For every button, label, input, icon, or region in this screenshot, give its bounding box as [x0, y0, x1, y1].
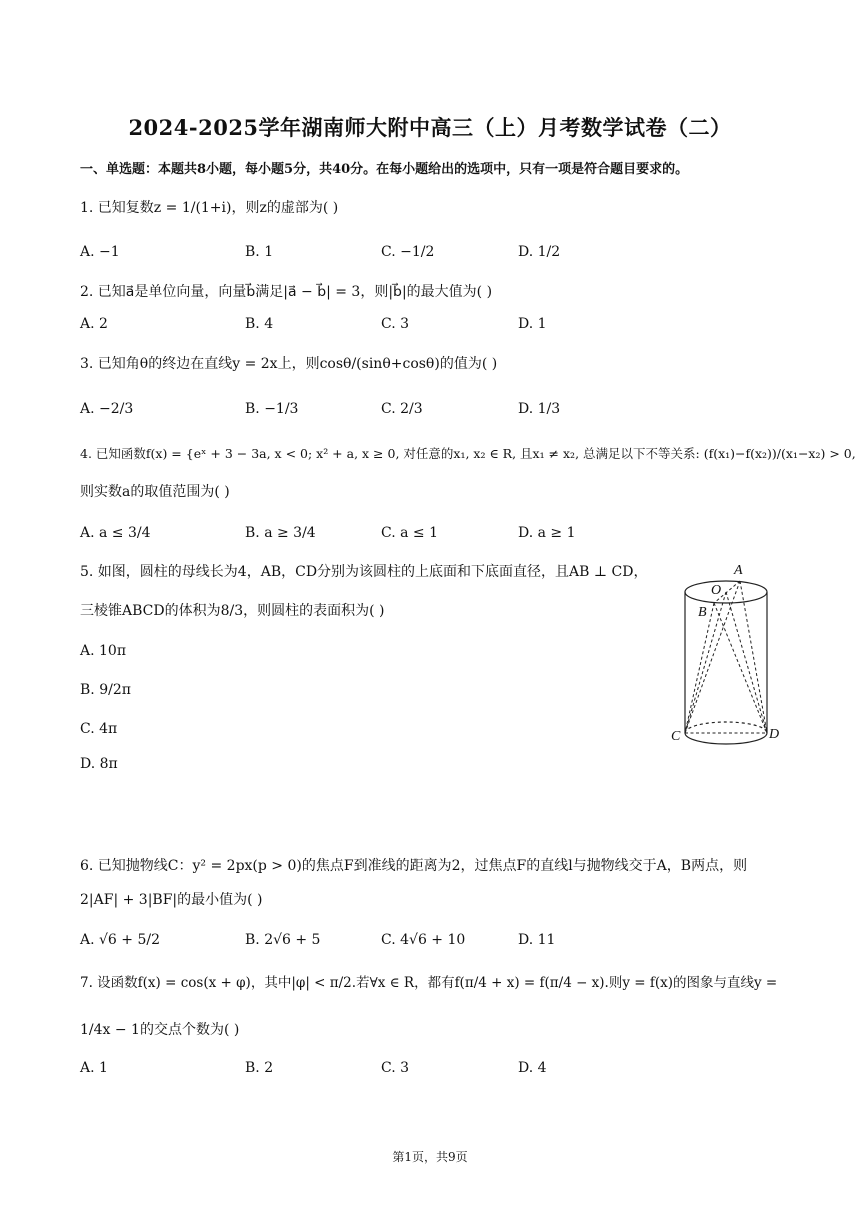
bottom-base-back-arc [685, 722, 767, 733]
exam-title: 2024-2025学年湖南师大附中高三（上）月考数学试卷（二） [128, 115, 732, 140]
question-7-stem-line-2: 1/4x − 1的交点个数为( ) [80, 1022, 240, 1038]
question-1-option-c: C. −1/2 [381, 244, 435, 260]
segment-od [726, 592, 767, 733]
segment-ad [740, 581, 767, 733]
question-3-option-c: C. 2/3 [381, 401, 423, 417]
question-4-option-b: B. a ≥ 3/4 [245, 525, 316, 541]
question-2-stem: 2. 已知a⃗是单位向量，向量b⃗满足|a⃗ − b⃗| = 3，则|b⃗|的最大值为( ) [80, 284, 493, 300]
question-6-option-b: B. 2√6 + 5 [245, 932, 321, 948]
question-3-option-d: D. 1/3 [518, 401, 561, 417]
question-6-stem-line-2: 2|AF| + 3|BF|的最小值为( ) [80, 892, 263, 908]
question-2-option-b: B. 4 [245, 316, 274, 332]
label-d: D [769, 727, 780, 742]
question-6-option-d: D. 11 [518, 932, 556, 948]
question-5-stem-line-1: 5. 如图，圆柱的母线长为4，AB，CD分别为该圆柱的上底面和下底面直径，且AB ⊥ CD， [80, 564, 648, 580]
question-2-option-c: C. 3 [381, 316, 410, 332]
question-4-option-a: A. a ≤ 3/4 [80, 525, 151, 541]
question-1-option-d: D. 1/2 [518, 244, 561, 260]
question-4-option-d: D. a ≥ 1 [518, 525, 576, 541]
question-1-option-b: B. 1 [245, 244, 274, 260]
question-3-option-a: A. −2/3 [80, 401, 134, 417]
question-5-option-a: A. 10π [80, 643, 127, 659]
question-4-stem-line-1: 4. 已知函数f(x) = {eˣ + 3 − 3a, x < 0; x² + a, x ≥ 0, 对任意的x₁, x₂ ∈ R, 且x₁ ≠ x₂, 总满足以下不等关系: (f(x₁)−f(x₂))/(x₁−x₂) > 0, [80, 446, 856, 461]
label-c: C [671, 729, 681, 744]
question-2-option-d: D. 1 [518, 316, 547, 332]
question-5-option-b: B. 9/2π [80, 682, 131, 698]
question-3-option-b: B. −1/3 [245, 401, 299, 417]
segment-bd [714, 603, 767, 733]
bottom-base-front-arc [685, 733, 767, 744]
segment-bc [685, 603, 714, 733]
label-b: B [698, 605, 707, 620]
question-7-option-c: C. 3 [381, 1060, 410, 1076]
question-7-stem-line-1: 7. 设函数f(x) = cos(x + φ)，其中|φ| < π/2.若∀x ∈ R，都有f(π/4 + x) = f(π/4 − x).则y = f(x)的图象与直线y = [80, 975, 778, 991]
question-7-option-d: D. 4 [518, 1060, 547, 1076]
segment-ac [685, 581, 740, 733]
question-4-option-c: C. a ≤ 1 [381, 525, 438, 541]
cylinder-figure [662, 556, 792, 756]
question-6-option-a: A. √6 + 5/2 [80, 932, 161, 948]
question-7-option-a: A. 1 [80, 1060, 108, 1076]
question-5-option-c: C. 4π [80, 721, 118, 737]
label-o: O [711, 583, 722, 598]
question-2-option-a: A. 2 [80, 316, 108, 332]
question-7-option-b: B. 2 [245, 1060, 274, 1076]
question-1-option-a: A. −1 [80, 244, 120, 260]
question-5-option-d: D. 8π [80, 756, 118, 772]
question-6-option-c: C. 4√6 + 10 [381, 932, 466, 948]
section-heading: 一、单选题：本题共8小题，每小题5分，共40分。在每小题给出的选项中，只有一项是符合题目要求的。 [80, 162, 689, 177]
page-footer: 第1页，共9页 [392, 1150, 468, 1164]
label-a: A [734, 563, 743, 578]
question-1-stem: 1. 已知复数z = 1/(1+i)，则z的虚部为( ) [80, 200, 339, 216]
question-3-stem: 3. 已知角θ的终边在直线y = 2x上，则cosθ/(sinθ+cosθ)的值为( ) [80, 356, 498, 372]
question-5-stem-line-2: 三棱锥ABCD的体积为8/3，则圆柱的表面积为( ) [80, 603, 385, 619]
question-6-stem-line-1: 6. 已知抛物线C：y² = 2px(p > 0)的焦点F到准线的距离为2，过焦点F的直线l与抛物线交于A，B两点，则 [80, 858, 748, 874]
question-4-stem-line-2: 则实数a的取值范围为( ) [80, 484, 230, 500]
